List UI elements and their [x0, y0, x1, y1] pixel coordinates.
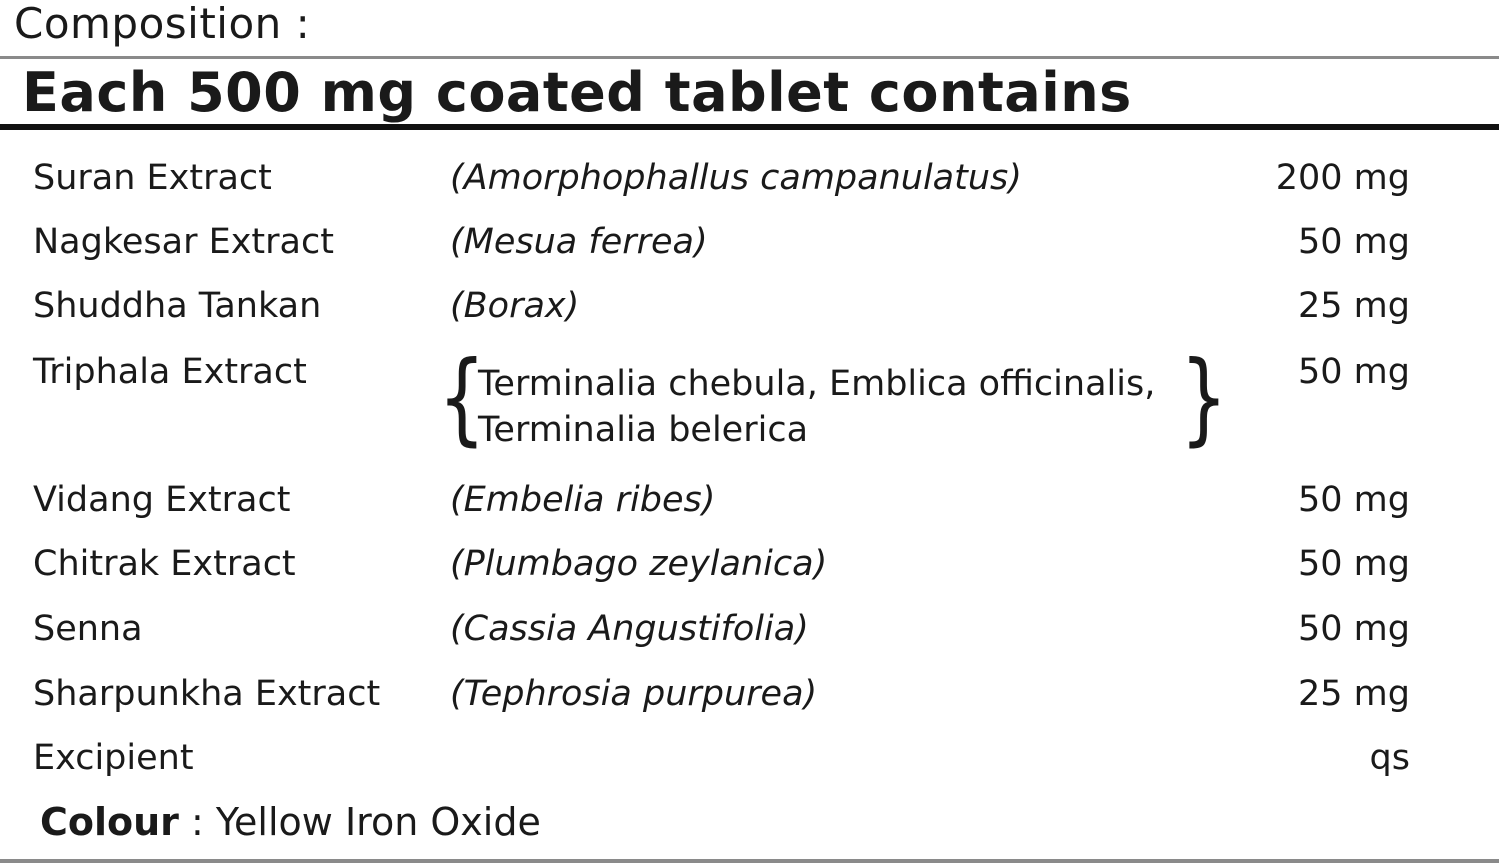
left-brace: {: [437, 339, 486, 456]
colour-value: Yellow Iron Oxide: [215, 800, 541, 844]
ingredient-name: Vidang Extract: [33, 480, 291, 520]
ingredient-name: Nagkesar Extract: [33, 222, 334, 262]
colour-separator: :: [178, 800, 216, 844]
ingredient-name: Triphala Extract: [33, 352, 307, 392]
triphala-components: [437, 339, 1230, 456]
triphala-component-line: Terminalia belerica: [478, 410, 809, 450]
ingredient-name: Sharpunkha Extract: [33, 674, 381, 714]
ingredient-name: Excipient: [33, 738, 194, 778]
ingredient-amount: qs: [1369, 738, 1410, 778]
ingredient-amount: 25 mg: [1298, 286, 1410, 326]
ingredient-amount: 50 mg: [1298, 609, 1410, 649]
ingredient-name: Shuddha Tankan: [33, 286, 322, 326]
colour-label: Colour: [40, 800, 179, 844]
ingredient-name: Chitrak Extract: [33, 544, 296, 584]
ingredient-amount: 50 mg: [1298, 480, 1410, 520]
ingredient-latin-name: (Tephrosia purpurea): [450, 674, 818, 714]
right-brace: }: [1180, 339, 1229, 456]
header-divider: [0, 124, 1499, 130]
composition-heading: Composition :: [14, 0, 311, 48]
ingredient-latin-name: (Plumbago zeylanica): [450, 544, 828, 584]
ingredient-amount: 50 mg: [1298, 544, 1410, 584]
ingredient-amount: 25 mg: [1298, 674, 1410, 714]
ingredient-latin-name: (Borax): [450, 286, 580, 326]
ingredient-amount: 50 mg: [1298, 222, 1410, 262]
colour-line: [40, 800, 541, 844]
ingredient-amount: 200 mg: [1275, 158, 1410, 198]
ingredient-latin-name: (Mesua ferrea): [450, 222, 708, 262]
tablet-subheading: Each 500 mg coated tablet contains: [22, 61, 1132, 124]
triphala-component-line: Terminalia chebula, Emblica officinalis,: [478, 364, 1156, 404]
ingredient-latin-name: (Cassia Angustifolia): [450, 609, 809, 649]
ingredient-amount: 50 mg: [1298, 352, 1410, 392]
bottom-divider: [0, 859, 1499, 863]
ingredient-name: Suran Extract: [33, 158, 272, 198]
ingredient-latin-name: (Amorphophallus campanulatus): [450, 158, 1022, 198]
top-divider: [0, 56, 1499, 59]
ingredient-latin-name: (Embelia ribes): [450, 480, 716, 520]
ingredient-name: Senna: [33, 609, 143, 649]
